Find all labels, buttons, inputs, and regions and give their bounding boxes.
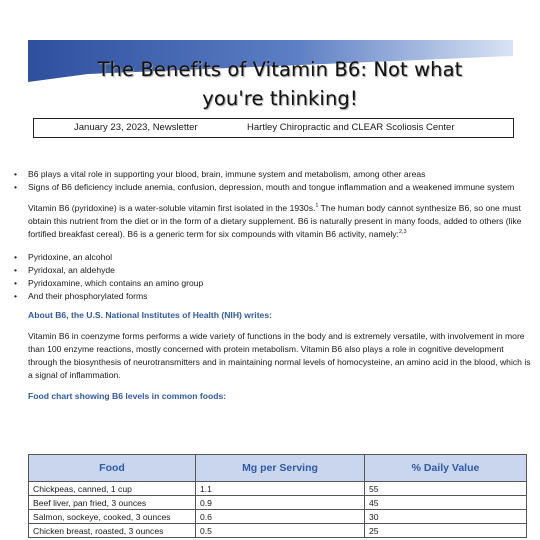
mg-cell: 0.9 [196,496,365,510]
list-item: • Pyridoxine, an alcohol [14,252,113,262]
newsletter-date: January 23, 2023, Newsletter [74,122,198,133]
list-item: • B6 plays a vital role in supporting your blood, brain, immune system and metabolism, among other areas [14,169,426,179]
list-item: • And their phosphorylated forms [14,291,148,301]
organization-name: Hartley Chiropractic and CLEAR Scoliosis Center [247,122,455,133]
nih-heading: About B6, the U.S. National Institutes of Health (NIH) writes: [28,310,272,320]
column-header-daily-value: % Daily Value [365,455,527,482]
list-item: • Pyridoxamine, which contains an amino group [14,278,204,288]
bullet-icon: • [14,265,18,275]
title-line-1: The Benefits of Vitamin B6: Not what [97,58,463,81]
mg-cell: 0.5 [196,524,365,538]
newsletter-info-box [33,118,514,138]
compound-bullet-list [14,251,534,303]
page-title [40,55,520,113]
b6-food-table [28,454,527,538]
bullet-icon: • [14,252,18,262]
list-item: • Signs of B6 deficiency include anemia, confusion, depression, mouth and tongue inflammation and a weakened immune system [14,182,515,192]
nih-paragraph: Vitamin B6 in coenzyme forms performs a wide variety of functions in the body and is extremely versatile, with involvement in more than 100 enzyme reactions, mostly concerned with protein metabolism. Vitamin B6 also plays a role in cognitive development through the biosynthesis of neurotransmitters and in maintaining normal levels of homocysteine, an amino acid in the blood, which is a signal of inflammation. [28,331,531,380]
food-cell: Beef liver, pan fried, 3 ounces [29,496,196,510]
bullet-icon: • [14,291,18,301]
article-body [14,168,534,403]
bullet-icon: • [14,169,18,179]
footnote-ref: 1 [315,203,319,210]
table-header-row [29,455,527,482]
list-item: • Pyridoxal, an aldehyde [14,265,115,275]
column-header-food: Food [29,455,196,482]
daily-value-cell: 25 [365,524,527,538]
daily-value-cell: 55 [365,482,527,496]
mg-cell: 0.6 [196,510,365,524]
bullet-icon: • [14,182,18,192]
table-row [29,496,527,510]
table-row [29,524,527,538]
table-row [29,482,527,496]
title-line-2: you're thinking! [202,87,358,110]
food-cell: Chickpeas, canned, 1 cup [29,482,196,496]
summary-bullet-list [14,168,534,194]
food-chart-heading: Food chart showing B6 levels in common foods: [28,391,227,401]
table-row [29,510,527,524]
column-header-mg: Mg per Serving [196,455,365,482]
mg-cell: 1.1 [196,482,365,496]
intro-paragraph: Vitamin B6 (pyridoxine) is a water-soluble vitamin first isolated in the 1930s.$^1$ The human body cannot synthesize B6, so one must obtain this nutrient from the diet or in the form of a dietary supplement. B6 is naturally present in many foods, added to others (like fortified breakfast cereal). B6 is a generic term for six compounds with vitamin B6 activity, namely:$^{2,3}$ [28,203,522,239]
daily-value-cell: 30 [365,510,527,524]
daily-value-cell: 45 [365,496,527,510]
footnote-ref: 2,3 [398,229,407,236]
food-cell: Salmon, sockeye, cooked, 3 ounces [29,510,196,524]
bullet-icon: • [14,278,18,288]
food-cell: Chicken breast, roasted, 3 ounces [29,524,196,538]
